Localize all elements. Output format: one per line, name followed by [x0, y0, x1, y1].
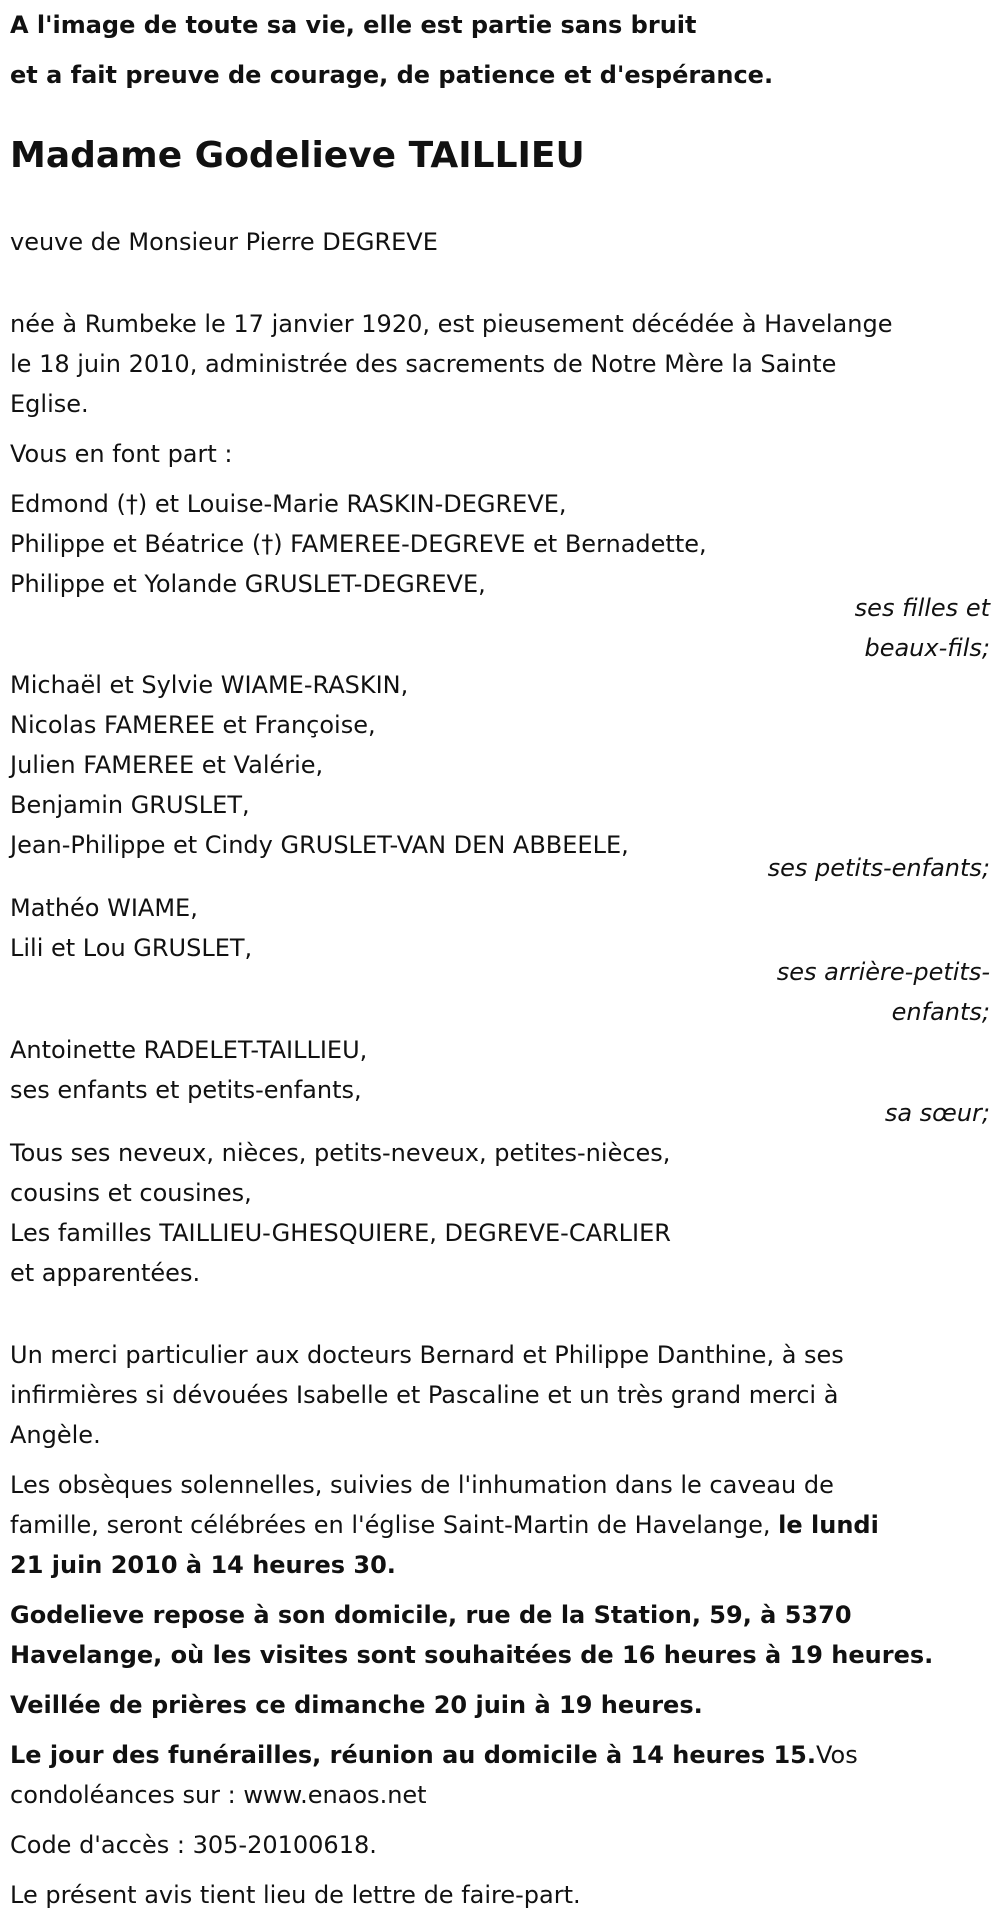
- widow-of: veuve de Monsieur Pierre DEGREVE: [10, 228, 438, 256]
- daughters-relation-line-1: ses filles et: [854, 594, 990, 622]
- grandchild-line-3: Julien FAMEREE et Valérie,: [10, 751, 324, 779]
- daughter-line-3: Philippe et Yolande GRUSLET-DEGREVE,: [10, 570, 486, 598]
- grandchildren-relation: ses petits-enfants;: [767, 854, 990, 882]
- funeral-line-1: Les obsèques solennelles, suivies de l'inhumation dans le caveau de: [10, 1471, 834, 1499]
- great-grandchildren-relation-line-2: enfants;: [891, 998, 990, 1026]
- sister-relation: sa sœur;: [884, 1099, 990, 1127]
- grandchild-line-5: Jean-Philippe et Cindy GRUSLET-VAN DEN ABBEELE,: [10, 831, 629, 859]
- closing-note: Le présent avis tient lieu de lettre de faire-part.: [10, 1881, 581, 1909]
- birth-death-line-3: Eglise.: [10, 390, 89, 418]
- funeral-date-part-2: 21 juin 2010 à 14 heures 30.: [10, 1551, 396, 1579]
- great-grandchildren-relation-line-1: ses arrière-petits-: [776, 958, 990, 986]
- funeral-line-2: [10, 1505, 879, 1545]
- birth-death-line-1: née à Rumbeke le 17 janvier 1920, est pieusement décédée à Havelange: [10, 310, 893, 338]
- thanks-line-2: infirmières si dévouées Isabelle et Pascaline et un très grand merci à: [10, 1381, 839, 1409]
- condolences-line: condoléances sur : www.enaos.net: [10, 1781, 427, 1809]
- sister-line-1: Antoinette RADELET-TAILLIEU,: [10, 1036, 368, 1064]
- daughter-line-1: Edmond (†) et Louise-Marie RASKIN-DEGREVE,: [10, 490, 567, 518]
- meeting-bold: Le jour des funérailles, réunion au domicile à 14 heures 15.: [10, 1741, 816, 1769]
- announcement: Vous en font part :: [10, 440, 233, 468]
- sister-line-2: ses enfants et petits-enfants,: [10, 1076, 362, 1104]
- grandchild-line-2: Nicolas FAMEREE et Françoise,: [10, 711, 376, 739]
- relatives-line-1: Tous ses neveux, nièces, petits-neveux, petites-nièces,: [10, 1139, 671, 1167]
- great-grandchild-line-1: Mathéo WIAME,: [10, 894, 198, 922]
- daughter-line-2: Philippe et Béatrice (†) FAMEREE-DEGREVE et Bernadette,: [10, 530, 707, 558]
- thanks-line-3: Angèle.: [10, 1421, 101, 1449]
- great-grandchild-line-2: Lili et Lou GRUSLET,: [10, 934, 253, 962]
- meeting-line-1: [10, 1735, 858, 1775]
- epigraph-line-1: A l'image de toute sa vie, elle est partie sans bruit: [10, 11, 697, 39]
- epigraph-line-2: et a fait preuve de courage, de patience et d'espérance.: [10, 61, 774, 89]
- viewing-line-2: Havelange, où les visites sont souhaitées de 16 heures à 19 heures.: [10, 1641, 934, 1669]
- relatives-line-4: et apparentées.: [10, 1259, 201, 1287]
- thanks-line-1: Un merci particulier aux docteurs Bernard et Philippe Danthine, à ses: [10, 1341, 844, 1369]
- grandchild-line-1: Michaël et Sylvie WIAME-RASKIN,: [10, 671, 409, 699]
- access-code: Code d'accès : 305-20100618.: [10, 1831, 377, 1859]
- meeting-normal: Vos: [815, 1741, 858, 1769]
- funeral-line-2-text: famille, seront célébrées en l'église Saint-Martin de Havelange,: [10, 1511, 771, 1539]
- funeral-date-part-1: le lundi: [778, 1511, 879, 1539]
- deceased-name: Madame Godelieve TAILLIEU: [10, 135, 585, 176]
- birth-death-line-2: le 18 juin 2010, administrée des sacrements de Notre Mère la Sainte: [10, 350, 837, 378]
- relatives-line-3: Les familles TAILLIEU-GHESQUIERE, DEGREVE-CARLIER: [10, 1219, 671, 1247]
- grandchild-line-4: Benjamin GRUSLET,: [10, 791, 250, 819]
- relatives-line-2: cousins et cousines,: [10, 1179, 252, 1207]
- vigil-notice: Veillée de prières ce dimanche 20 juin à 19 heures.: [10, 1691, 703, 1719]
- viewing-line-1: Godelieve repose à son domicile, rue de la Station, 59, à 5370: [10, 1601, 852, 1629]
- daughters-relation-line-2: beaux-fils;: [864, 634, 990, 662]
